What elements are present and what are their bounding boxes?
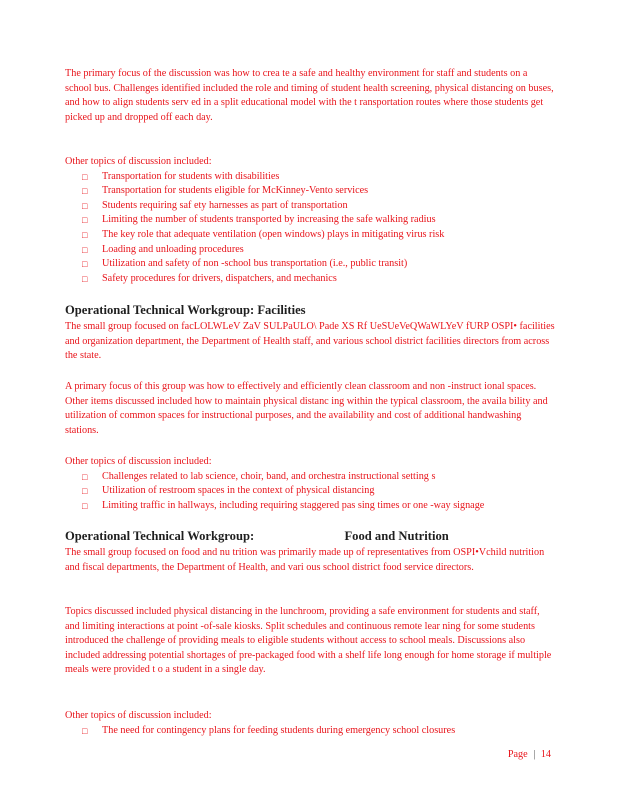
page-number: 14 (540, 749, 551, 760)
facilities-intro (65, 320, 555, 364)
unknown-glyph-icon: □ (82, 200, 88, 211)
list-item: □ Utilization and safety of non -school bus transportation (i.e., public transit) (65, 257, 555, 272)
food-heading-right: Food and Nutrition (344, 529, 449, 543)
facilities-heading: Operational Technical Workgroup: Facilities (65, 303, 306, 317)
list-item: □ Students requiring saf ety harnesses as part of transportation (65, 199, 555, 214)
unknown-glyph-icon: □ (82, 725, 88, 736)
list-item: □ Limiting traffic in hallways, including requiring staggered pas sing times or one -way signage (65, 499, 555, 514)
food-other-topics (65, 709, 555, 738)
facilities-topic-list (65, 470, 555, 514)
page-footer (508, 749, 551, 760)
food-heading (65, 528, 449, 544)
intro-other-topics (65, 155, 555, 286)
unknown-glyph-icon: □ (82, 259, 88, 270)
footer-separator: | (533, 749, 536, 760)
intro-section (65, 67, 555, 125)
food-paragraph: The small group focused on food and nu trition was primarily made up of representatives from OSPI•Vchild nutrition and fiscal departments, the Department of Health, and vari ous school district food service directors. (65, 547, 545, 573)
food-heading-left: Operational Technical Workgroup: (65, 529, 255, 543)
list-item: □ Transportation for students eligible for McKinney-Vento services (65, 184, 555, 199)
facilities-focus-paragraph: A primary focus of this group was how to effectively and efficiently clean classroom and non -instruct ional spaces. Other items discussed included how to maintain physical distanc ing within the typical classroom, the availa bility and utilization of common spaces for instructional purposes, and the availability and cost of additional handwashing stations. (65, 381, 548, 436)
facilities-other-topics (65, 455, 555, 513)
list-item: □ Loading and unloading procedures (65, 243, 555, 258)
food-topic-list (65, 724, 555, 739)
food-intro (65, 546, 555, 575)
food-topics (65, 605, 555, 678)
list-item: □ The key role that adequate ventilation (open windows) plays in mitigating virus risk (65, 228, 555, 243)
list-item: □ Limiting the number of students transported by increasing the safe walking radius (65, 213, 555, 228)
food-other-label: Other topics of discussion included: (65, 710, 212, 721)
unknown-glyph-icon: □ (82, 215, 88, 226)
unknown-glyph-icon: □ (82, 171, 88, 182)
unknown-glyph-icon: □ (82, 229, 88, 240)
list-item: □ The need for contingency plans for feeding students during emergency school closures (65, 724, 555, 739)
unknown-glyph-icon: □ (82, 273, 88, 284)
unknown-glyph-icon: □ (82, 186, 88, 197)
list-item: □ Utilization of restroom spaces in the context of physical distancing (65, 484, 555, 499)
list-item: □ Transportation for students with disabilities (65, 170, 555, 185)
list-item: □ Safety procedures for drivers, dispatchers, and mechanics (65, 272, 555, 287)
footer-page-label: Page (507, 749, 528, 760)
facilities-paragraph: The small group focused on facLOLWLeV ZaV SULPaULO\ Pade XS Rf UeSUeVeQWaWLYeV fURP OSPI• facilities and organization department, the Department of Health staff, and various school district facilities directors from across the state. (65, 321, 555, 362)
unknown-glyph-icon: □ (82, 244, 88, 255)
unknown-glyph-icon: □ (82, 500, 88, 511)
facilities-focus (65, 380, 555, 438)
intro-other-label: Other topics of discussion included: (65, 156, 212, 167)
intro-topic-list (65, 170, 555, 287)
intro-paragraph: The primary focus of the discussion was how to crea te a safe and healthy environment for staff and students on a school bus. Challenges identified included the role and timing of student health screening, physical distancing on buses, and how to align students serv ed in a split educational model with the t ransportation routes where those students get picked up and dropped off each day. (65, 68, 554, 123)
list-item: □ Challenges related to lab science, choir, band, and orchestra instructional setting s (65, 470, 555, 485)
unknown-glyph-icon: □ (82, 486, 88, 497)
facilities-other-label: Other topics of discussion included: (65, 456, 212, 467)
food-topics-paragraph: Topics discussed included physical distancing in the lunchroom, providing a safe environment for students and staff, and limiting interactions at point -of-sale kiosks. Split schedules and continuous remote lear ning for some students introduced the challenge of providing meals to eligible students without access to school meals. Discussions also included addressing potential shortages of pre-packaged food with a shelf life long enough for home storage if multiple meals were provided t o a student in a single day. (65, 606, 552, 676)
unknown-glyph-icon: □ (82, 471, 88, 482)
